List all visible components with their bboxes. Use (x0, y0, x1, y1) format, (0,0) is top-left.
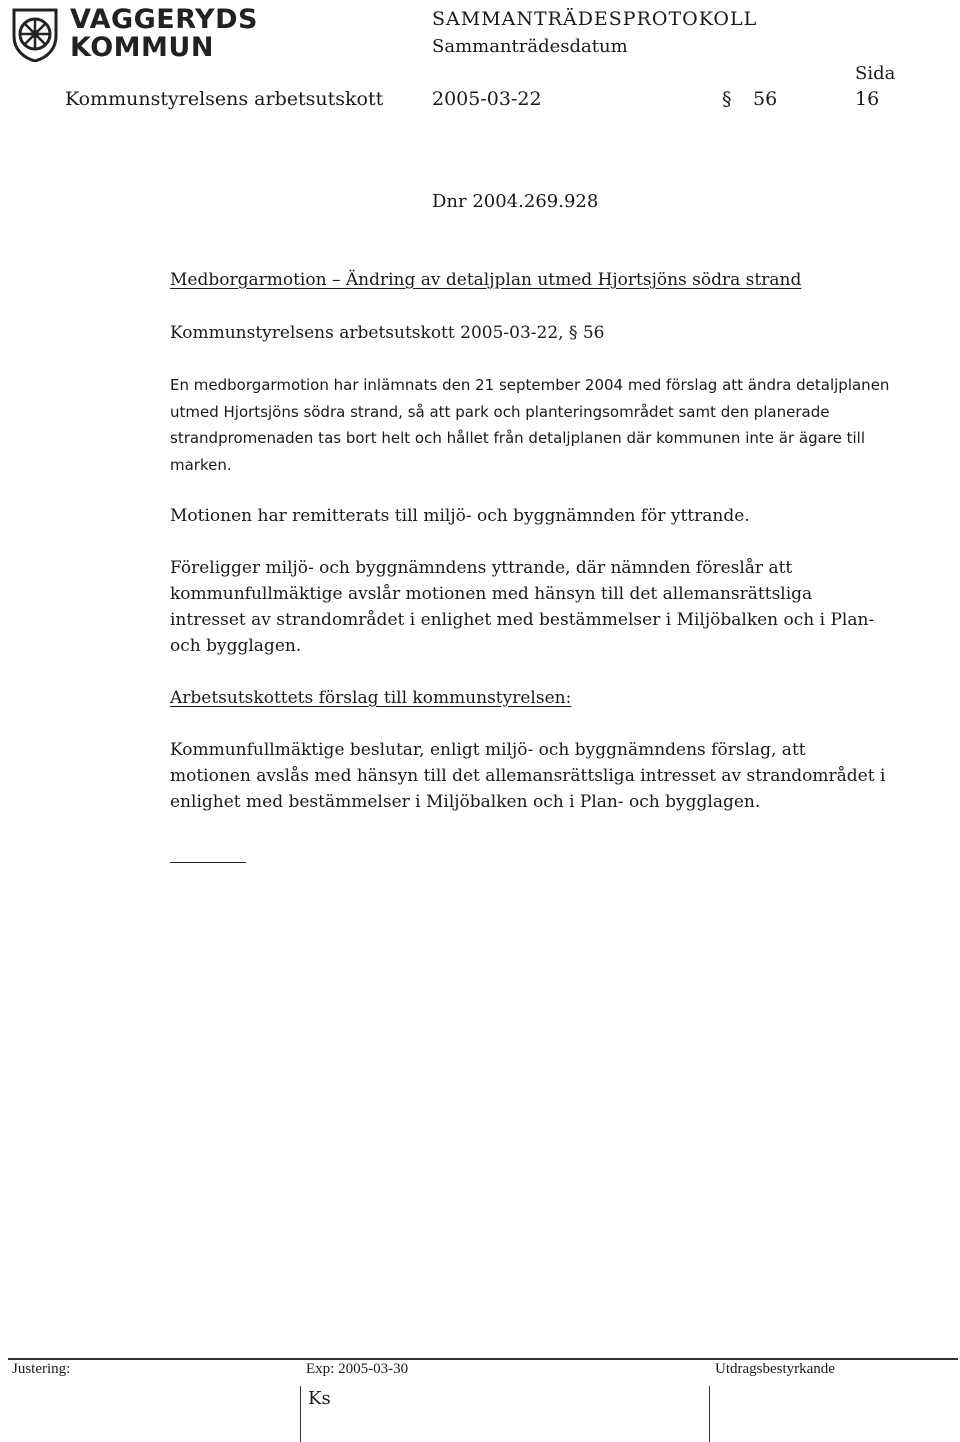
municipality-logo (8, 4, 258, 63)
footer-rule (8, 1358, 958, 1360)
municipality-emblem-icon (8, 6, 62, 62)
logo-line-2: KOMMUN (70, 32, 214, 63)
footer-divider-left (300, 1386, 301, 1442)
case-number: Dnr 2004.269.928 (432, 191, 599, 212)
footer-certification-label: Utdragsbestyrkande (715, 1361, 835, 1377)
section-symbol: § (722, 88, 732, 110)
section-number: 56 (753, 88, 778, 110)
document-type: SAMMANTRÄDESPROTOKOLL (432, 8, 758, 30)
logo-wordmark (70, 6, 258, 62)
proposal-heading: Arbetsutskottets förslag till kommunstyrelsen: (170, 688, 572, 708)
page-title: Medborgarmotion – Ändring av detaljplan utmed Hjortsjöns södra strand (170, 270, 802, 290)
footer-expedition-date: Exp: 2005-03-30 (306, 1361, 409, 1377)
footer-initials: Ks (308, 1388, 331, 1409)
paragraph-3: Föreligger miljö- och byggnämndens yttrande, där nämnden föreslår att kommunfullmäktige avslår motionen med hänsyn till det allemansrättsliga intresset av strandområdet i enlighet med bestämmelser i Miljöbalken och i Plan- och bygglagen. (170, 558, 875, 656)
date-label: Sammanträdesdatum (432, 36, 628, 57)
end-rule (170, 862, 246, 863)
footer-justering-label: Justering: (12, 1361, 71, 1377)
page-label: Sida (855, 63, 896, 84)
page-number: 16 (855, 88, 880, 110)
meeting-date: 2005-03-22 (432, 88, 542, 110)
paragraph-2: Motionen har remitterats till miljö- och byggnämnden för yttrande. (170, 506, 750, 526)
paragraph-4: Kommunfullmäktige beslutar, enligt miljö- och byggnämndens förslag, att motionen avslås med hänsyn till det allemansrättsliga intresset av strandområdet i enlighet med bestämmelser i Miljöbalken och i Plan- och bygglagen. (170, 740, 886, 812)
reference-line: Kommunstyrelsens arbetsutskott 2005-03-22, § 56 (170, 323, 605, 343)
committee-name: Kommunstyrelsens arbetsutskott (65, 88, 384, 110)
logo-line-1: VAGGERYDS (70, 4, 258, 35)
paragraph-1: En medborgarmotion har inlämnats den 21 september 2004 med förslag att ändra detaljplanen utmed Hjortsjöns södra strand, så att park och planteringsområdet samt den planerade strandpromenaden tas bort helt och hållet från detaljplanen där kommunen inte är ägare till marken. (170, 376, 890, 474)
footer-divider-right (709, 1386, 710, 1442)
